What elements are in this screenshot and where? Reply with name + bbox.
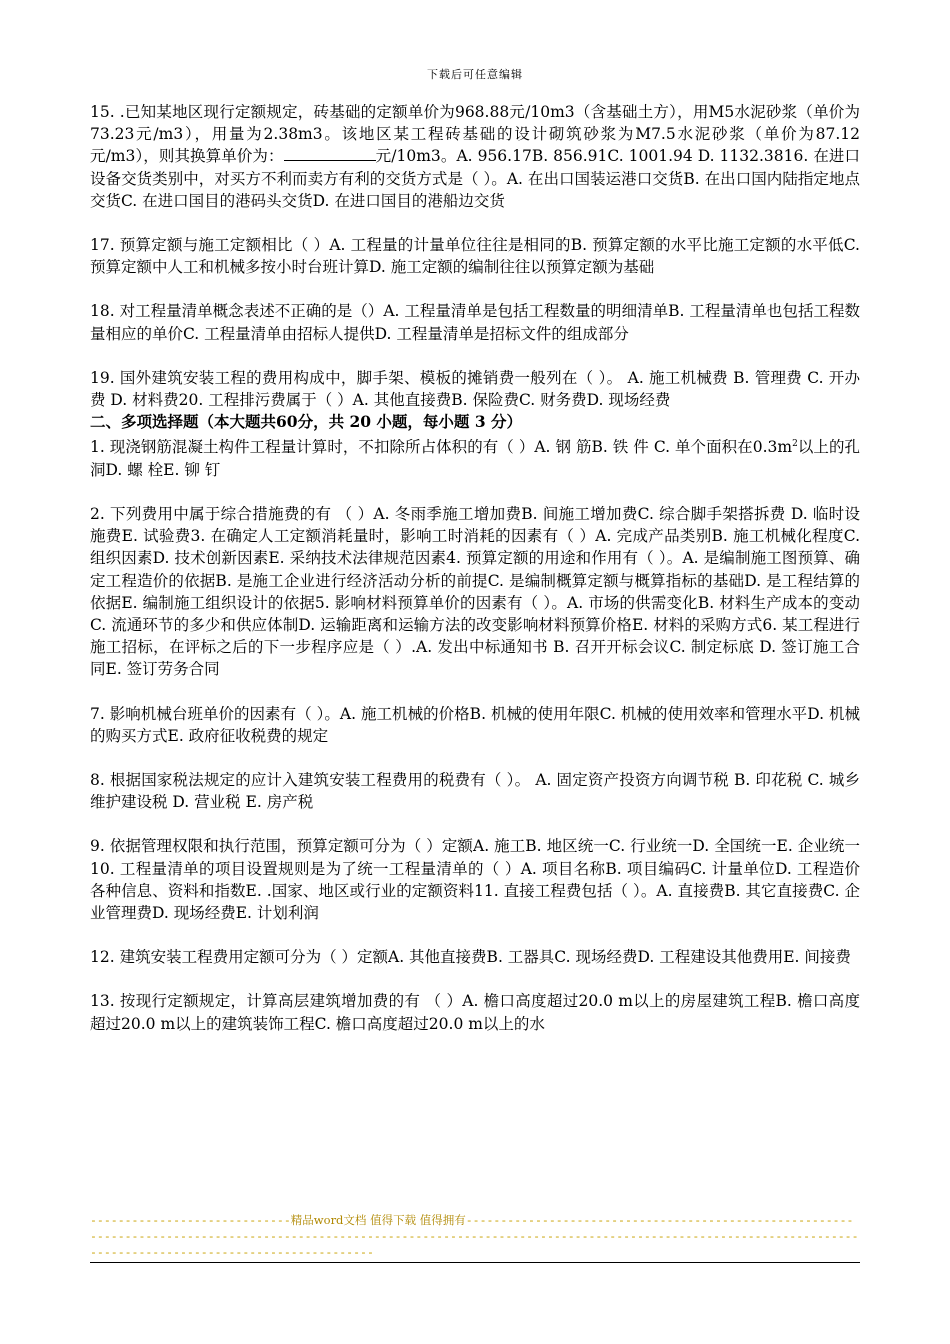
question-19: 19. 国外建筑安装工程的费用构成中，脚手架、模板的摊销费一般列在（ ）。 A. 施工机械费 B. 管理费 C. 开办费 D. 材料费20. 工程排污费属于（ ）A. 其他直接费B. 保险费C. 财务费D. 现场经费 bbox=[90, 368, 860, 410]
multi-question-2-6: 2. 下列费用中属于综合措施费的有 （ ）A. 冬雨季施工增加费B. 间施工增加费C. 综合脚手架搭拆费 D. 临时设施费E. 试验费3. 在确定人工定额消耗量时，影响工时消耗的因素有（ ）A. 完成产品类别B. 施工机械化程度C. 组织因素D. 技术创新因素E. 采纳技术法律规范因素4. 预算定额的用途和作用有（ ）。A. 是编制施工图预算、确定工程造价的依据B. 是施工企业进行经济活动分析的前提C. 是编制概算定额与概算指标的基础D. 是工程结算的依据E. 编制施工组织设计的依据5. 影响材料预算单价的因素有（ ）。A. 市场的供需变化B. 材料生产成本的变动C. 流通环节的多少和供应体制D. 运输距离和运输方法的改变影响材料预算价格E. 材料的采购方式6. 某工程进行施工招标，在评标之后的下一步程序应是（ ）.A. 发出中标通知书 B. 召开开标会议C. 制定标底 D. 签订施工合同E. 签订劳务合同 bbox=[90, 505, 860, 679]
answer-blank bbox=[284, 146, 376, 161]
multi-question-13: 13. 按现行定额规定，计算高层建筑增加费的有 （ ）A. 檐口高度超过20.0 m以上的房屋建筑工程B. 檐口高度超过20.0 m以上的建筑装饰工程C. 檐口高度超过20.0 m以上的水 bbox=[90, 992, 860, 1033]
multi-question-1-text-cont: 以上的孔洞D. 螺 栓E. 铆 钉 bbox=[90, 438, 860, 479]
footer-dashes-left: ----------------------------- bbox=[90, 1213, 291, 1227]
multi-question-1 bbox=[90, 433, 860, 481]
multi-question-9-11: 9. 依据管理权限和执行范围，预算定额可分为（ ）定额A. 施工B. 地区统一C. 行业统一D. 全国统一E. 企业统一10. 工程量清单的项目设置规则是为了统一工程量清单的（ ）A. 项目名称B. 项目编码C. 计量单位D. 工程造价各种信息、资料和指数E. .国家、地区或行业的定额资料11. 直接工程费包括（ ）。A. 直接费B. 其它直接费C. 企业管理费D. 现场经费E. 计划利润 bbox=[90, 837, 860, 923]
question-15-text: 15. .已知某地区现行定额规定，砖基础的定额单价为968.88元/10m3（含基础土方），用M5水泥砂浆（单价为73.23元/m3），用量为2.38m3。该地区某工程砖基础的设计砌筑砂浆为M7.5水泥砂浆（单价为87.12元/m3），则其换算单价为： bbox=[90, 103, 860, 166]
question-15 bbox=[90, 101, 860, 212]
footer-text: 精品word文档 值得下载 值得拥有 bbox=[290, 1213, 466, 1227]
multi-question-1-text: 1. 现浇钢筋混凝土构件工程量计算时，不扣除所占体积的有（ ）A. 钢 筋B. 铁 件 C. 单个面积在0.3m bbox=[90, 438, 793, 457]
footer-dashes-right: ---------------------------------------------------------------------------------------------------------------------------------------------------------------------------------------------------------------- bbox=[90, 1213, 859, 1259]
question-18: 18. 对工程量清单概念表述不正确的是（）A. 工程量清单是包括工程数量的明细清单B. 工程量清单也包括工程数量相应的单价C. 工程量清单由招标人提供D. 工程量清单是招标文件的组成部分 bbox=[90, 302, 860, 343]
footer-banner bbox=[90, 1212, 860, 1260]
footer-rule bbox=[90, 1262, 860, 1263]
question-15-text-cont: 元/10m3。A. 956.17B. 856.91C. 1001.94 D. 1132.3816. 在进口设备交货类别中，对买方不利而卖方有利的交货方式是（ ）。A. 在出口国装运港口交货B. 在出口国内陆指定地点交货C. 在进口国目的港码头交货D. 在进口国目的港船边交货 bbox=[90, 147, 860, 210]
multi-question-7: 7. 影响机械台班单价的因素有（ ）。A. 施工机械的价格B. 机械的使用年限C. 机械的使用效率和管理水平D. 机械的购买方式E. 政府征收税费的规定 bbox=[90, 704, 860, 745]
document-body bbox=[90, 101, 860, 1035]
page-header: 下载后可任意编辑 bbox=[427, 68, 523, 81]
question-17: 17. 预算定额与施工定额相比（ ）A. 工程量的计量单位往往是相同的B. 预算定额的水平比施工定额的水平低C. 预算定额中人工和机械多按小时台班计算D. 施工定额的编制往往以预算定额为基础 bbox=[90, 236, 860, 277]
multi-question-12: 12. 建筑安装工程费用定额可分为（ ）定额A. 其他直接费B. 工器具C. 现场经费D. 工程建设其他费用E. 间接费 bbox=[90, 948, 851, 967]
section-title-multiple-choice: 二、多项选择题（本大题共60分，共 20 小题，每小题 3 分） bbox=[90, 412, 523, 432]
multi-question-8: 8. 根据国家税法规定的应计入建筑安装工程费用的税费有（ ）。 A. 固定资产投资方向调节税 B. 印花税 C. 城乡维护建设税 D. 营业税 E. 房产税 bbox=[90, 771, 860, 812]
superscript: 2 bbox=[792, 439, 798, 450]
